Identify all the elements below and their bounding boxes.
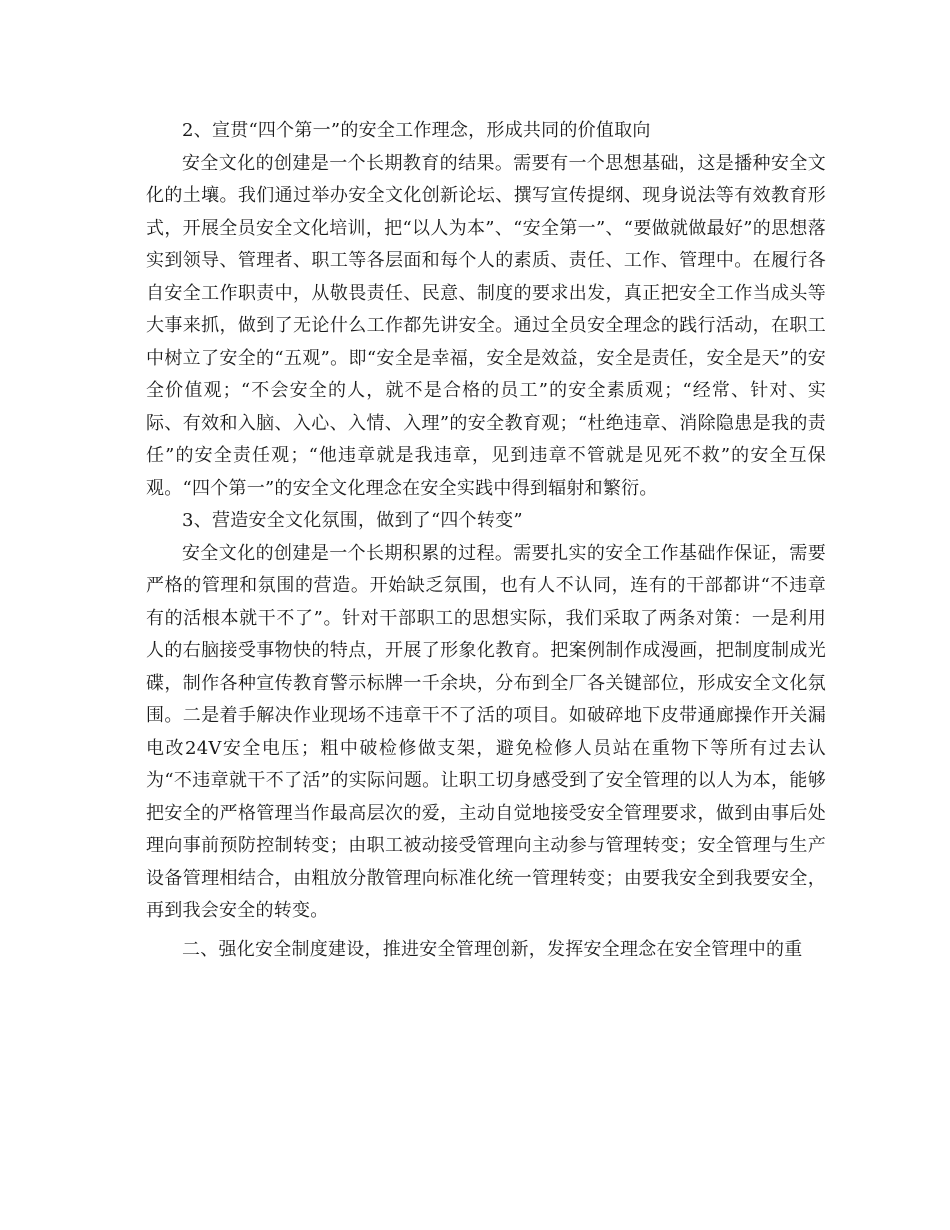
body-paragraph-safety-atmosphere: 安全文化的创建是一个长期积累的过程。需要扎实的安全工作基础作保证，需要严格的管理和氛围的营造。开始缺乏氛围，也有人不认同，连有的干部都讲“不违章有的活根本就干不了”。针对干部职工的思想实际，我们采取了两条对策：一是利用人的右脑接受事物快的特点，开展了形象化教育。把案例制作成漫画，把制度制成光碟，制作各种宣传教育警示标牌一千余块，分布到全厂各关键部位，形成安全文化氛围。二是着手解决作业现场不违章干不了活的项目。如破碎地下皮带通廊操作开关漏电改24V安全电压；粗中破检修做支架，避免检修人员站在重物下等所有过去认为“不违章就干不了活”的实际问题。让职工切身感受到了安全管理的以人为本，能够把安全的严格管理当作最高层次的爱，主动自觉地接受安全管理要求，做到由事后处理向事前预防控制转变；由职工被动接受管理向主动参与管理转变；安全管理与生产设备管理相结合，由粗放分散管理向标准化统一管理转变；由要我安全到我要安全，再到我会安全的转变。 (146, 542, 826, 921)
section-heading-2: 二、强化安全制度建设，推进安全管理创新，发挥安全理念在安全管理中的重 (182, 938, 803, 960)
body-paragraph-safety-concept: 安全文化的创建是一个长期教育的结果。需要有一个思想基础，这是播种安全文化的土壤。我们通过举办安全文化创新论坛、撰写宣传提纲、现身说法等有效教育形式，开展全员安全文化培训，把“以人为本”、“安全第一”、“要做就做最好”的思想落实到领导、管理者、职工等各层面和每个人的素质、责任、工作、管理中。在履行各自安全工作职责中，从敬畏责任、民意、制度的要求出发，真正把安全工作当成头等大事来抓，做到了无论什么工作都先讲安全。通过全员安全理念的践行活动，在职工中树立了安全的“五观”。即“安全是幸福，安全是效益，安全是责任，安全是天”的安全价值观；“不会安全的人，就不是合格的员工”的安全素质观；“经常、针对、实际、有效和入脑、入心、入情、入理”的安全教育观；“杜绝违章、消除隐患是我的责任”的安全责任观；“他违章就是我违章，见到违章不管就是见死不救”的安全互保观。“四个第一”的安全文化理念在安全实践中得到辐射和繁衍。 (146, 152, 826, 499)
subheading-item-2: 2、宣贯“四个第一”的安全工作理念，形成共同的价值取向 (182, 120, 651, 141)
document-body (146, 115, 826, 966)
subheading-item-3: 3、营造安全文化氛围，做到了“四个转变” (182, 510, 523, 531)
